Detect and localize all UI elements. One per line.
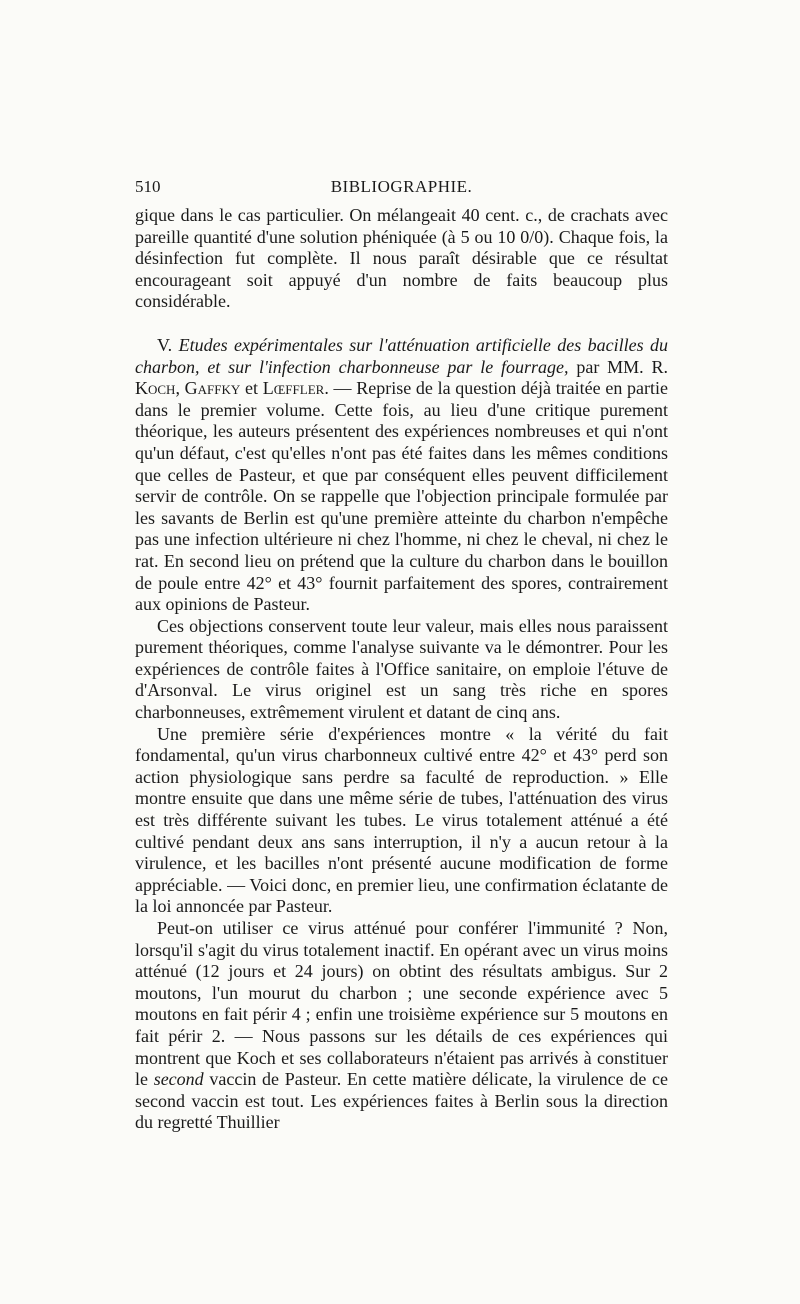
author-loeffler: Lœffler xyxy=(262,378,325,399)
page-number: 510 xyxy=(135,177,161,196)
emphasis-second: second xyxy=(153,1069,204,1090)
work-title: Etudes expérimentales sur l'atténuation artificielle des bacilles du charbon, et sur l'infection charbonneuse par le fourrage, xyxy=(135,334,669,377)
immunity-text-start: Peut-on utiliser ce virus atténué pour conférer l'immunité ? Non, lorsqu'il s'agit du virus totalement inactif. En opérant avec un virus moins atténué (12 jours et 24 jours) on obtint des résultats ambigus. Sur 2 moutons, l'un mourut du charbon ; une seconde expérience avec 5 moutons en fait périr 4 ; enfin une troisième expérience sur 5 moutons en fait périr 2. — Nous passons sur les détails de ces expériences qui montrent que Koch et ses collaborateurs n'étaient pas arrivés à constituer le xyxy=(135,918,668,1090)
paragraph-first-series: Une première série d'expériences montre « la vérité du fait fondamental, qu'un virus charbonneux cultivé entre 42° et 43° perd son action physiologique sans perdre sa faculté de reproduction. » Elle montre ensuite que dans une même série de tubes, l'atténuation des virus est très différente suivant les tubes. Le virus totalement atténué a été cultivé pendant deux ans sans interruption, il n'y a aucun retour à la virulence, et les bacilles n'ont présenté aucune modification de forme appréciable. — Voici donc, en premier lieu, une confirmation éclatante de la loi annoncée par Pasteur. xyxy=(135,723,668,917)
running-header xyxy=(135,175,668,199)
review-text: . — Reprise de la question déjà traitée en partie dans le premier volume. Cette fois, au lieu d'une critique purement théorique, les auteurs présentent des expériences nombreuses et qui n'ont qu'un défaut, c'est qu'elles n'ont pas été faites dans les mêmes conditions que celles de Pasteur, et que par conséquent elles peuvent difficilement servir de contrôle. On se rappelle que l'objection principale formulée par les savants de Berlin est qu'une première atteinte du charbon n'empêche pas une infection ultérieure ni chez l'homme, ni chez le cheval, ni chez le rat. En second lieu on prétend que la culture du charbon dans le bouillon de poule entre 42° et 43° fournit parfaitement des spores, contrairement aux opinions de Pasteur. xyxy=(135,378,669,615)
author-separator: , xyxy=(175,378,180,399)
section-numeral: V. xyxy=(157,334,173,355)
paragraph-objections: Ces objections conservent toute leur valeur, mais elles nous paraissent purement théoriques, comme l'analyse suivante va le démontrer. Pour les expériences de contrôle faites à l'Office sanitaire, on emploie l'étuve de d'Arsonval. Le virus originel est un sang très riche en spores charbonneuses, extrêmement virulent et datant de cinq ans. xyxy=(135,615,668,723)
paragraph-review-entry xyxy=(135,335,668,616)
running-title: BIBLIOGRAPHIE. xyxy=(330,177,473,196)
by-line: par MM. R. xyxy=(576,356,668,377)
immunity-text-end: vaccin de Pasteur. En cette matière délicate, la virulence de ce second vaccin est tout. Les expériences faites à Berlin sous la direction du regretté Thuillier xyxy=(135,1069,668,1133)
author-conjunction: et xyxy=(245,378,259,399)
paragraph-immunity xyxy=(135,918,668,1134)
paragraph-continuation: gique dans le cas particulier. On mélangeait 40 cent. c., de crachats avec pareille quantité d'une solution phéniquée (à 5 ou 10 0/0). Chaque fois, la désinfection fut complète. Il nous paraît désirable que ce résultat encourageant soit appuyé d'un nombre de faits beaucoup plus considérable. xyxy=(135,205,668,312)
author-gaffky: Gaffky xyxy=(184,378,241,399)
body-text xyxy=(135,205,668,1134)
author-koch: Koch xyxy=(135,378,176,399)
